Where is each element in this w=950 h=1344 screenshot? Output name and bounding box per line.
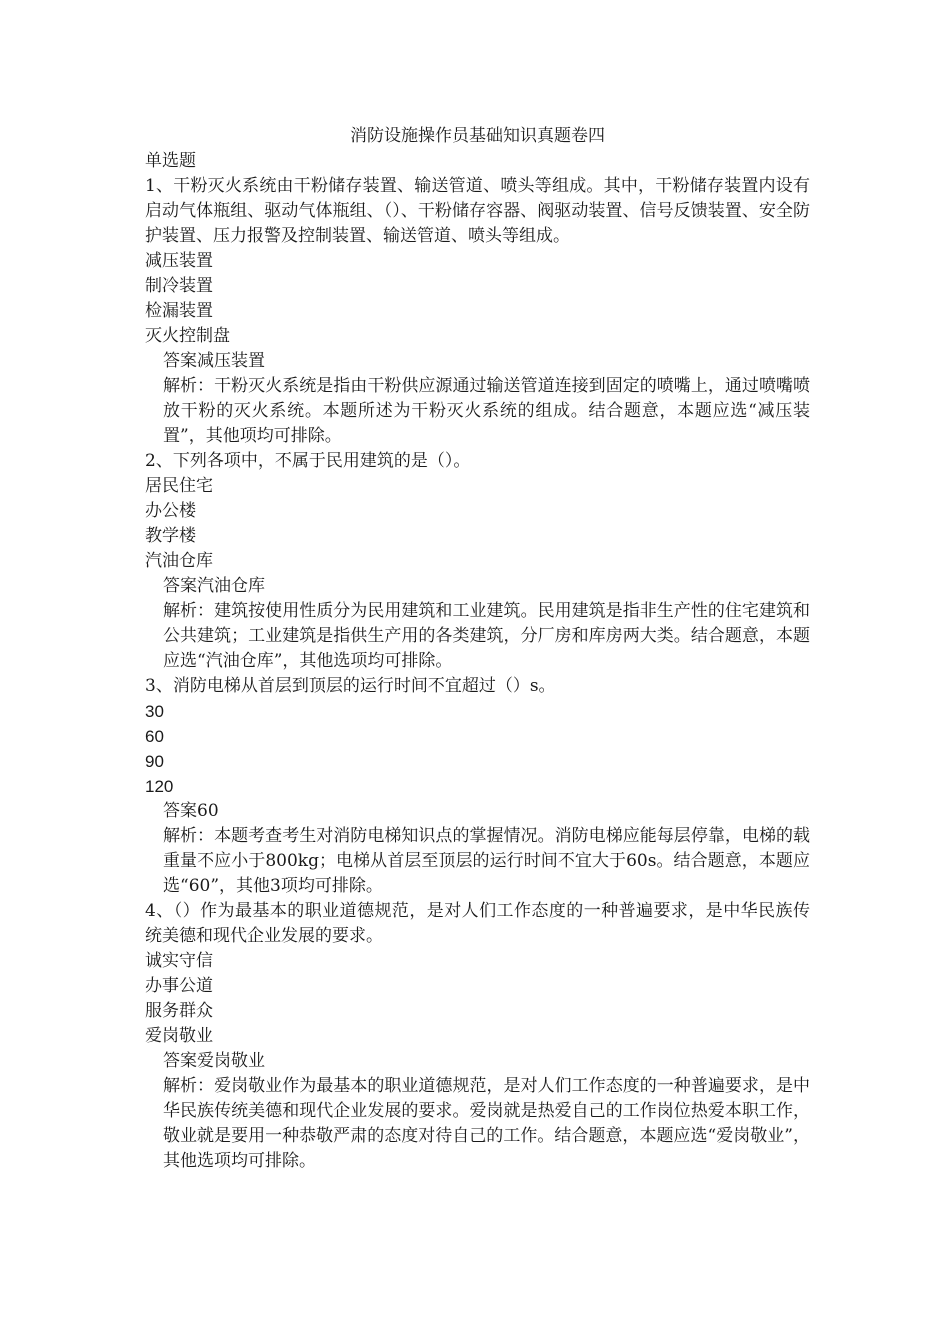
option: 检漏装置: [145, 301, 213, 321]
option: 减压装置: [145, 251, 213, 271]
option: 汽油仓库: [145, 551, 213, 571]
option: 办事公道: [145, 976, 213, 996]
answer: 答案减压装置: [163, 351, 265, 371]
analysis: 解析：本题考查考生对消防电梯知识点的掌握情况。消防电梯应能每层停靠，电梯的载重量不应小于800kg；电梯从首层至顶层的运行时间不宜大于60s。结合题意，本题应选“60”，其他3项均可排除。: [163, 826, 810, 896]
option: 爱岗敬业: [145, 1026, 213, 1046]
question-block: [145, 174, 810, 449]
question-stem: 2、下列各项中，不属于民用建筑的是（）。: [145, 451, 471, 471]
section-heading: 单选题: [145, 151, 196, 171]
question-stem: 3、消防电梯从首层到顶层的运行时间不宜超过（）s。: [145, 676, 556, 696]
document-page: [145, 124, 810, 1174]
option: 教学楼: [145, 526, 196, 546]
option: 诚实守信: [145, 951, 213, 971]
option: 30: [145, 702, 164, 721]
question-stem: 4、（）作为最基本的职业道德规范，是对人们工作态度的一种普遍要求，是中华民族传统美德和现代企业发展的要求。: [145, 901, 810, 946]
question-stem: 1、干粉灭火系统由干粉储存装置、输送管道、喷头等组成。其中，干粉储存装置内设有启动气体瓶组、驱动气体瓶组、（）、干粉储存容器、阀驱动装置、信号反馈装置、安全防护装置、压力报警及控制装置、输送管道、喷头等组成。: [145, 176, 810, 246]
option: 灭火控制盘: [145, 326, 230, 346]
option: 制冷装置: [145, 276, 213, 296]
answer: 答案汽油仓库: [163, 576, 265, 596]
analysis: 解析：干粉灭火系统是指由干粉供应源通过输送管道连接到固定的喷嘴上，通过喷嘴喷放干粉的灭火系统。本题所述为干粉灭火系统的组成。结合题意，本题应选“减压装置”，其他项均可排除。: [163, 376, 810, 446]
option: 90: [145, 752, 164, 771]
question-block: [145, 674, 810, 899]
option: 60: [145, 727, 164, 746]
question-block: [145, 449, 810, 674]
document-title: 消防设施操作员基础知识真题卷四: [350, 126, 605, 146]
answer: 答案60: [163, 801, 219, 821]
option: 服务群众: [145, 1001, 213, 1021]
analysis: 解析：爱岗敬业作为最基本的职业道德规范，是对人们工作态度的一种普遍要求，是中华民族传统美德和现代企业发展的要求。爱岗就是热爱自己的工作岗位热爱本职工作，敬业就是要用一种恭敬严肃的态度对待自己的工作。结合题意，本题应选“爱岗敬业”，其他选项均可排除。: [163, 1076, 810, 1171]
option: 居民住宅: [145, 476, 213, 496]
option: 办公楼: [145, 501, 196, 521]
answer: 答案爱岗敬业: [163, 1051, 265, 1071]
question-block: [145, 899, 810, 1174]
analysis: 解析：建筑按使用性质分为民用建筑和工业建筑。民用建筑是指非生产性的住宅建筑和公共建筑；工业建筑是指供生产用的各类建筑，分厂房和库房两大类。结合题意，本题应选“汽油仓库”，其他选项均可排除。: [163, 601, 810, 671]
option: 120: [145, 777, 174, 796]
